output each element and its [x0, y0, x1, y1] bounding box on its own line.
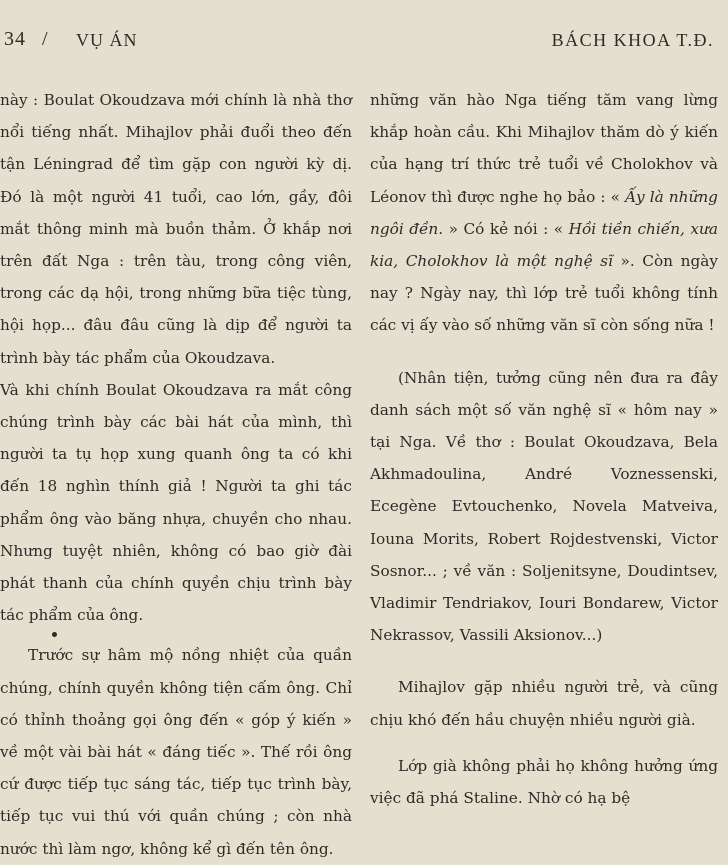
left-paragraph-2: Và khi chính Boulat Okoudzava ra mắt công chúng trình bày các bài hát của mình, thì người ta tụ họp xung quanh ông ta có khi đến 18 nghìn thính giả ! Người ta ghi tác phẩm ông vào băng nhựa, chuyền cho nhau. Nhưng tuyệt nhiên, không có bao giờ đài phát thanh của chính quyền chịu trình bày tác phẩm của ông.	[0, 380, 352, 625]
section-separator	[22, 631, 352, 639]
paragraph-gap	[370, 736, 718, 750]
magazine-title: BÁCH KHOA T.Đ.	[551, 30, 714, 50]
section-title: VỤ ÁN	[76, 30, 138, 50]
page-number	[4, 28, 49, 51]
paragraph-gap	[370, 342, 718, 362]
right-p1-text-c: ». Còn ngày nay ? Ngày nay, thì lớp trẻ tuổi không tính các vị ấy vào số những văn sĩ còn sống nữa !	[370, 252, 718, 335]
right-paragraph-1	[370, 84, 718, 342]
separator-dot	[52, 632, 57, 637]
paragraph-gap	[370, 651, 718, 671]
right-column	[370, 84, 718, 814]
quote-temples: Ấy là những ngôi đền.	[370, 187, 718, 238]
right-paragraph-4: Lớp già không phải họ không hưởng ứng việc đã phá Staline. Nhờ có hạ bệ	[370, 756, 718, 808]
left-paragraph-1: này : Boulat Okoudzava mới chính là nhà thơ nổi tiếng nhất. Mihajlov phải đuổi theo đến tận Léningrad để tìm gặp con người kỳ dị. Đó là một người 41 tuổi, cao lớn, gầy, đôi mắt thông minh mà buồn thảm. Ở khắp nơi trên đất Nga : trên tàu, trong công viên, trong các dạ hội, trong những bữa tiệc tùng, hội họp... đâu đâu cũng là dịp để người ta trình bày tác phẩm của Okoudzava.	[0, 91, 352, 367]
page-header	[4, 28, 714, 62]
quote-artist: Hồi tiền chiến, xưa kia, Cholokhov là một nghệ sĩ	[370, 219, 718, 271]
right-p1-text-b: » Có kẻ nói : «	[443, 219, 569, 238]
header-separator: /	[42, 28, 49, 50]
left-column	[0, 84, 352, 865]
right-paragraph-3: Mihajlov gặp nhiều người trẻ, và cũng chịu khó đến hầu chuyện nhiều người già.	[370, 678, 718, 729]
left-paragraph-3: Trước sự hâm mộ nồng nhiệt của quần chúng, chính quyền không tiện cấm ông. Chỉ có thỉnh thoảng gọi ông đến « góp ý kiến » về một vài bài hát « đáng tiếc ». Thế rồi ông cứ được tiếp tục sáng tác, tiếp tục trình bày, tiếp tục vui thú với quần chúng ; còn nhà nước thì làm ngơ, không kể gì đến tên ông.	[0, 646, 352, 858]
right-p1-text-a: những văn hào Nga tiếng tăm vang lừng khắp hoàn cầu. Khi Mihajlov thăm dò ý kiến của hạng trí thức trẻ tuổi về Cholokhov và Léonov thì được nghe họ bảo : «	[370, 91, 718, 206]
page-number-value: 34	[4, 28, 26, 50]
right-paragraph-2: (Nhân tiện, tưởng cũng nên đưa ra đây danh sách một số văn nghệ sĩ « hôm nay » tại Nga. Về thơ : Boulat Okoudzava, Bela Akhmadoulina, André Voznessenski, Ecegène Evtouchenko, Novela Matveiva, Iouna Morits, Robert Rojdestvenski, Victor Sosnor... ; về văn : Soljenitsyne, Doudintsev, Vladimir Tendriakov, Iouri Bondarew, Victor Nekrassov, Vassili Aksionov...)	[370, 368, 718, 645]
